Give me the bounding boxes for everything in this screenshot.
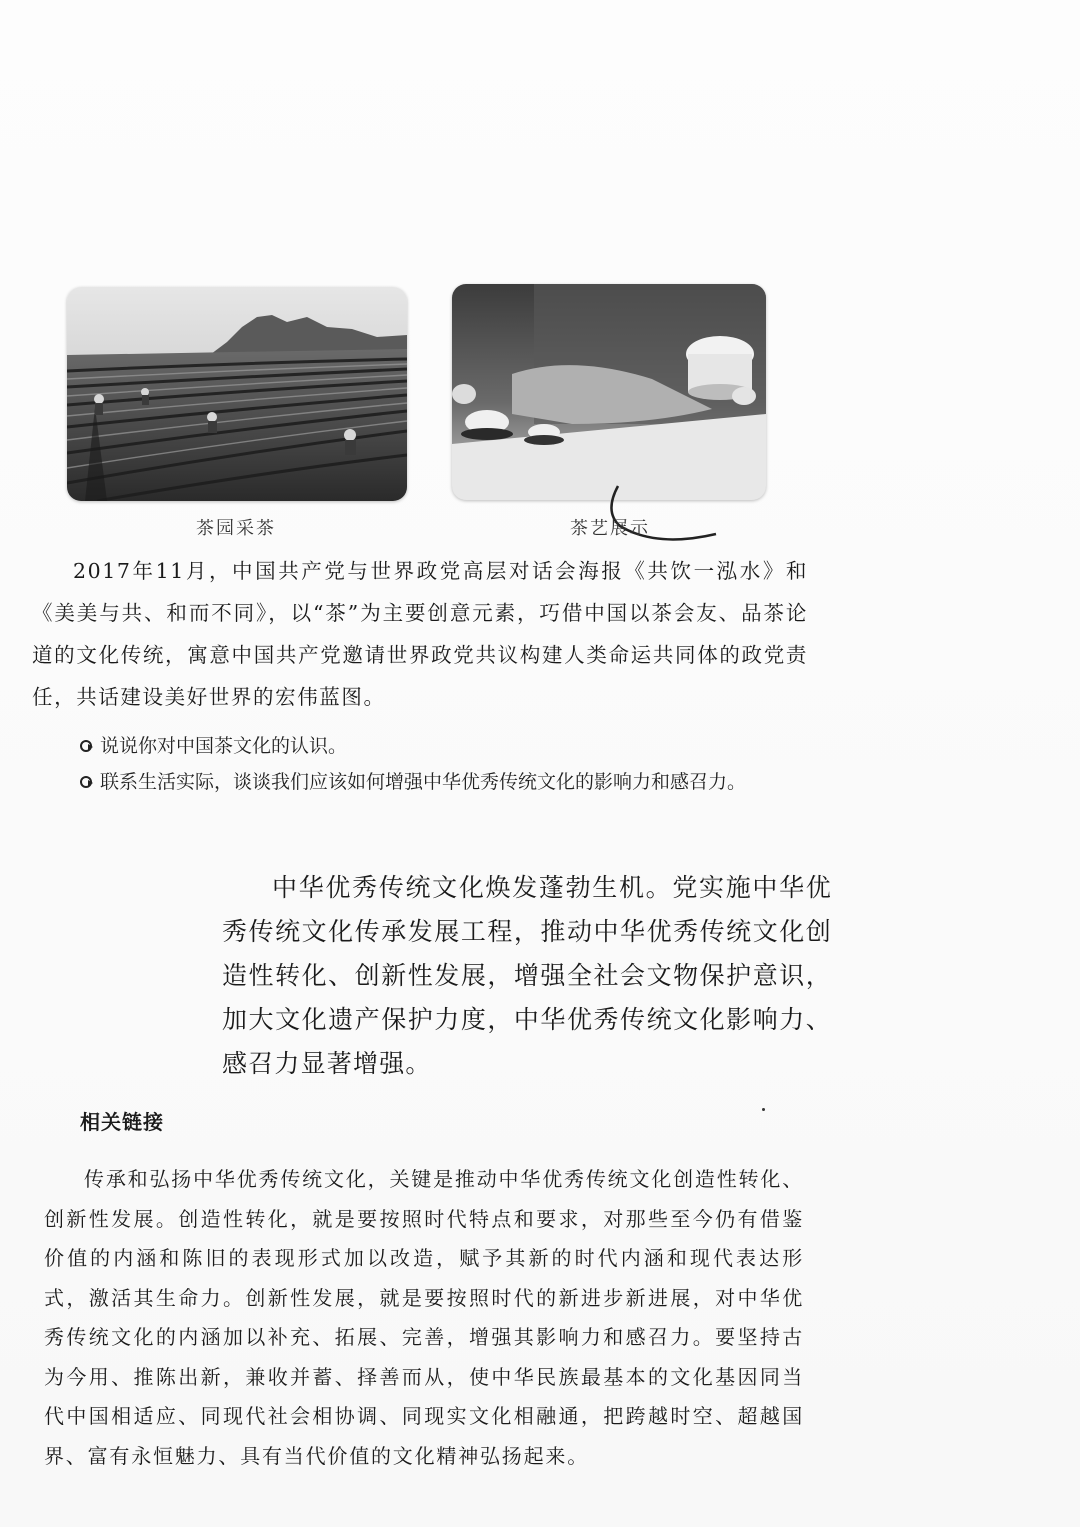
highlight-paragraph bbox=[222, 866, 832, 1086]
bullet-icon bbox=[80, 776, 92, 788]
related-link-text: 传承和弘扬中华优秀传统文化，关键是推动中华优秀传统文化创造性转化、创新性发展。创造性转化，就是要按照时代特点和要求，对那些至今仍有借鉴价值的内涵和陈旧的表现形式加以改造，赋予其新的时代内涵和现代表达形式，激活其生命力。创新性发展，就是要按照时代的新进步新进展，对中华优秀传统文化的内涵加以补充、拓展、完善，增强其影响力和感召力。要坚持古为今用、推陈出新，兼收并蓄、择善而从，使中华民族最基本的文化基因同当代中国相适应、同现代社会相协调、同现实文化相融通，把跨越时空、超越国界、富有永恒魅力、具有当代价值的文化精神弘扬起来。 bbox=[44, 1167, 804, 1468]
question-text: 说说你对中国茶文化的认识。 bbox=[100, 735, 348, 757]
related-link-paragraph bbox=[44, 1160, 804, 1476]
bullet-icon bbox=[80, 740, 92, 752]
tea-art-caption: 茶艺展示 bbox=[570, 518, 650, 539]
tea-garden-caption: 茶园采茶 bbox=[196, 518, 276, 539]
question-item bbox=[80, 728, 840, 764]
related-link-heading: 相关链接 bbox=[80, 1110, 164, 1134]
discussion-questions bbox=[80, 728, 840, 800]
tea-art-photo bbox=[452, 284, 766, 500]
highlight-paragraph-text: 中华优秀传统文化焕发蓬勃生机。党实施中华优秀传统文化传承发展工程，推动中华优秀传统文化创造性转化、创新性发展，增强全社会文物保护意识，加大文化遗产保护力度，中华优秀传统文化影响力、感召力显著增强。 bbox=[222, 873, 832, 1078]
intro-paragraph-text: 2017年11月，中国共产党与世界政党高层对话会海报《共饮一泓水》和《美美与共、和而不同》，以“茶”为主要创意元素，巧借中国以茶会友、品茶论道的文化传统，寓意中国共产党邀请世界政党共议构建人类命运共同体的政党责任，共话建设美好世界的宏伟蓝图。 bbox=[32, 559, 808, 709]
tea-garden-photo bbox=[67, 287, 407, 501]
question-text: 联系生活实际，谈谈我们应该如何增强中华优秀传统文化的影响力和感召力。 bbox=[100, 771, 747, 793]
stray-dot-mark bbox=[762, 1108, 765, 1111]
question-item bbox=[80, 764, 840, 800]
intro-paragraph bbox=[32, 550, 808, 718]
